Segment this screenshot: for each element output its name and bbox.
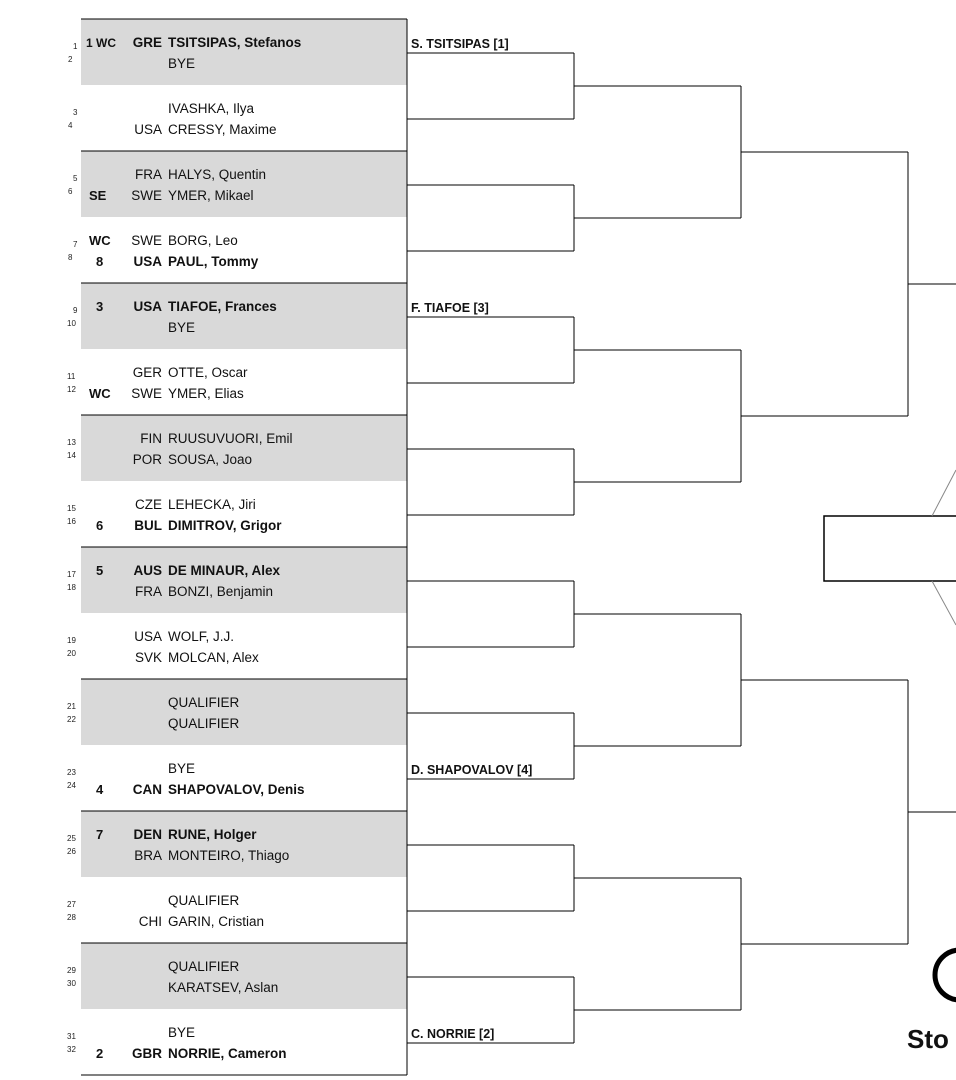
draw-position: 2 [68, 55, 73, 64]
draw-position: 26 [67, 847, 76, 856]
player-name: QUALIFIER [168, 695, 240, 710]
player-name: WOLF, J.J. [168, 629, 235, 644]
nationality: CHI [138, 914, 162, 929]
nationality: GBR [132, 1046, 162, 1061]
match-box-shaded [81, 811, 407, 877]
draw-position: 4 [68, 121, 73, 130]
draw-position: 17 [67, 570, 76, 579]
nationality: USA [133, 254, 162, 269]
draw-position: 7 [73, 240, 78, 249]
player-name: BYE [168, 761, 196, 776]
draw-position: 9 [73, 306, 78, 315]
sponsor-logo-text: Sto [907, 1024, 949, 1054]
player-name: BYE [168, 1025, 196, 1040]
draw-position: 5 [73, 174, 78, 183]
round-winner: S. TSITSIPAS [1] [411, 37, 509, 51]
nationality: CZE [135, 497, 162, 512]
draw-position: 13 [67, 438, 76, 447]
nationality: SWE [131, 386, 162, 401]
logo-icon [935, 950, 956, 1000]
draw-position: 32 [67, 1045, 76, 1054]
seed-entry: 8 [96, 254, 104, 269]
round-winner: F. TIAFOE [3] [411, 301, 489, 315]
player-name: QUALIFIER [168, 959, 240, 974]
player-name: MOLCAN, Alex [168, 650, 259, 665]
nationality: USA [134, 629, 162, 644]
draw-position: 15 [67, 504, 76, 513]
nationality: USA [134, 122, 162, 137]
draw-position: 27 [67, 900, 76, 909]
nationality: USA [133, 299, 162, 314]
draw-position: 29 [67, 966, 76, 975]
nationality: POR [132, 452, 162, 467]
match-box-shaded [81, 415, 407, 481]
player-name: PAUL, Tommy [168, 254, 259, 269]
round-winner: C. NORRIE [2] [411, 1027, 495, 1041]
nationality: GRE [132, 35, 162, 50]
round-winner: D. SHAPOVALOV [4] [411, 763, 533, 777]
seed-entry: WC [89, 233, 111, 248]
match-box-shaded [81, 283, 407, 349]
draw-position: 16 [67, 517, 76, 526]
draw-position: 10 [67, 319, 76, 328]
draw-position: 31 [67, 1032, 76, 1041]
player-name: BORG, Leo [168, 233, 238, 248]
nationality: SWE [131, 233, 162, 248]
player-name: YMER, Elias [168, 386, 244, 401]
seed-entry: 3 [96, 299, 104, 314]
player-name: BYE [168, 320, 196, 335]
seed-entry: 7 [96, 827, 104, 842]
draw-position: 1 [73, 42, 78, 51]
nationality: AUS [133, 563, 162, 578]
nationality: GER [132, 365, 162, 380]
seed-entry: SE [89, 188, 107, 203]
draw-position: 28 [67, 913, 76, 922]
trophy-outline [932, 470, 956, 625]
player-name: TSITSIPAS, Stefanos [168, 35, 302, 50]
draw-position: 22 [67, 715, 76, 724]
seed-entry: 6 [96, 518, 104, 533]
nationality: BRA [134, 848, 162, 863]
player-name: BONZI, Benjamin [168, 584, 274, 599]
player-name: SOUSA, Joao [168, 452, 253, 467]
player-name: IVASHKA, Ilya [168, 101, 255, 116]
match-box-shaded [81, 151, 407, 217]
player-name: RUNE, Holger [168, 827, 257, 842]
player-name: QUALIFIER [168, 893, 240, 908]
draw-position: 30 [67, 979, 76, 988]
nationality: FIN [140, 431, 162, 446]
seed-entry: 2 [96, 1046, 104, 1061]
draw-position: 12 [67, 385, 76, 394]
nationality: DEN [133, 827, 162, 842]
draw-position: 20 [67, 649, 76, 658]
player-name: SHAPOVALOV, Denis [168, 782, 305, 797]
draw-position: 8 [68, 253, 73, 262]
match-box-shaded [81, 547, 407, 613]
nationality: CAN [132, 782, 162, 797]
player-name: LEHECKA, Jiri [168, 497, 256, 512]
draw-position: 25 [67, 834, 76, 843]
nationality: BUL [134, 518, 162, 533]
draw-position: 6 [68, 187, 73, 196]
seed-entry: 4 [96, 782, 104, 797]
draw-position: 24 [67, 781, 76, 790]
player-name: OTTE, Oscar [168, 365, 248, 380]
nationality: SVK [134, 650, 162, 665]
draw-position: 21 [67, 702, 76, 711]
draw-position: 23 [67, 768, 76, 777]
player-name: YMER, Mikael [168, 188, 254, 203]
player-name: MONTEIRO, Thiago [168, 848, 290, 863]
seed-entry: 5 [96, 563, 104, 578]
player-name: GARIN, Cristian [168, 914, 265, 929]
nationality: FRA [135, 584, 162, 599]
seed-entry: 1 WC [86, 36, 116, 50]
draw-position: 3 [73, 108, 78, 117]
nationality: SWE [131, 188, 162, 203]
player-name: DE MINAUR, Alex [168, 563, 281, 578]
draw-position: 19 [67, 636, 76, 645]
center-box [824, 516, 956, 581]
player-name: TIAFOE, Frances [168, 299, 277, 314]
draw-position: 18 [67, 583, 76, 592]
seed-entry: WC [89, 386, 111, 401]
player-name: CRESSY, Maxime [168, 122, 277, 137]
player-name: DIMITROV, Grigor [168, 518, 282, 533]
player-name: HALYS, Quentin [168, 167, 267, 182]
player-name: BYE [168, 56, 196, 71]
player-name: RUUSUVUORI, Emil [168, 431, 293, 446]
match-box-shaded [81, 19, 407, 85]
player-name: KARATSEV, Aslan [168, 980, 279, 995]
player-name: NORRIE, Cameron [168, 1046, 287, 1061]
match-box-shaded [81, 679, 407, 745]
player-name: QUALIFIER [168, 716, 240, 731]
nationality: FRA [135, 167, 162, 182]
draw-position: 14 [67, 451, 76, 460]
match-box-shaded [81, 943, 407, 1009]
draw-position: 11 [67, 372, 76, 381]
